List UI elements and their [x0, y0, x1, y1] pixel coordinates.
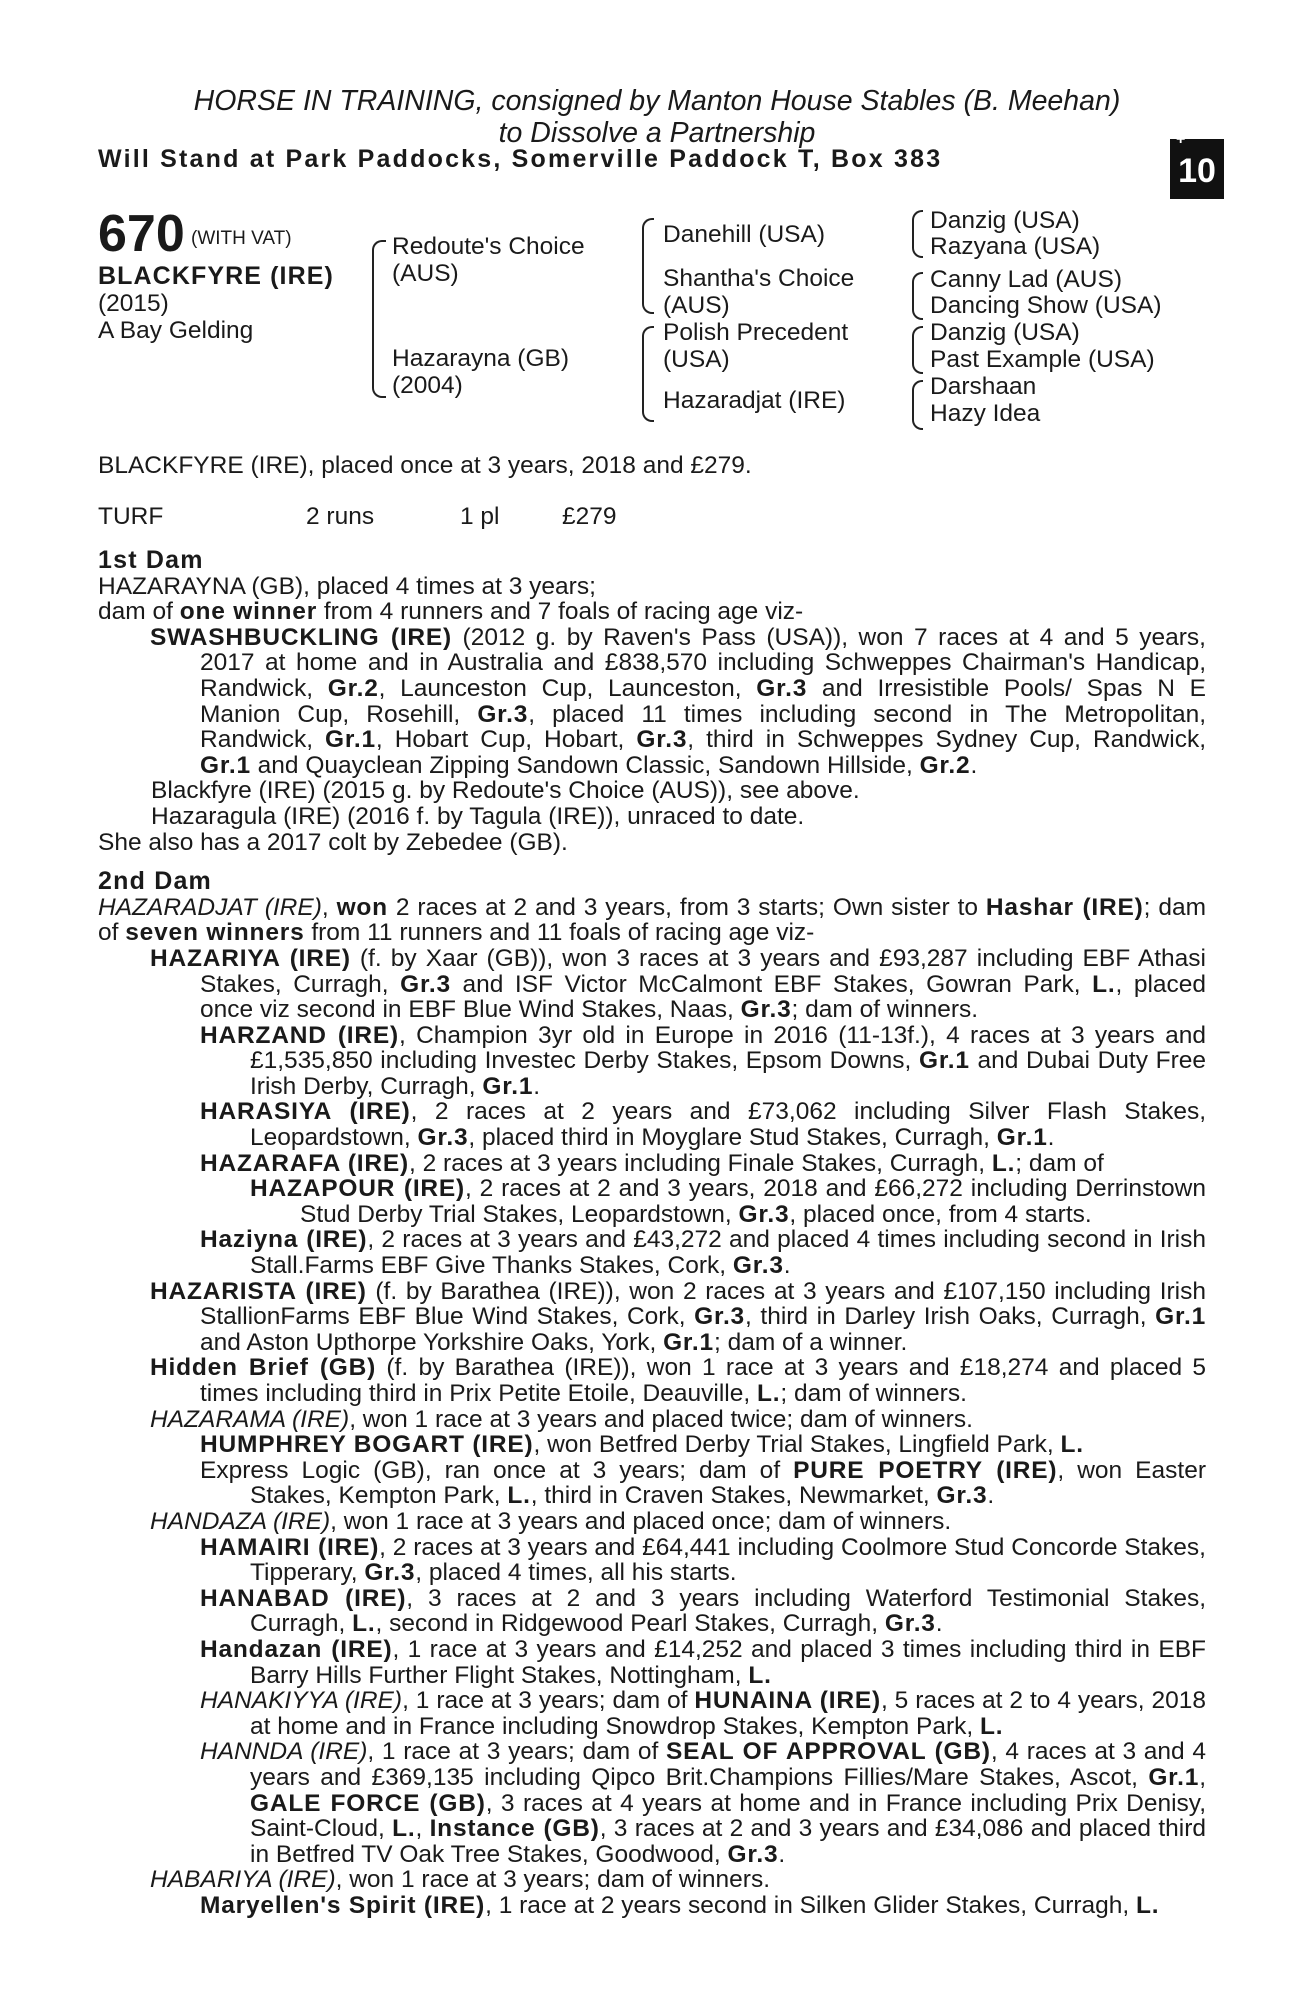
consignor-subline: to Dissolve a Partnership [498, 117, 816, 149]
progeny-entry: Maryellen's Spirit (IRE), 1 race at 2 years second in Silken Glider Stakes, Curragh, L. [200, 1891, 1160, 1919]
second-dam-heading: 2nd Dam [98, 867, 212, 896]
pedigree-brace [912, 210, 923, 258]
lot-number: 670 [98, 205, 185, 263]
grandsire-6: Past Example (USA) [930, 346, 1155, 373]
race-summary: BLACKFYRE (IRE), placed once at 3 years, 2018 and £279. [98, 452, 752, 479]
dam-year: (2004) [392, 372, 463, 399]
progeny-entry: HANNDA (IRE), 1 race at 3 years; dam of SEAL OF APPROVAL (GB), 4 races at 3 and 4 years and £369,135 including Qipco Brit.Champions Fillies/Mare Stakes, Ascot, Gr.1, GALE FORCE (GB), 3 races at 4 years at home and in France including Prix Denisy, Saint-Cloud, L., Instance (GB), 3 races at 2 and 3 years and £34,086 and placed third in Betfred TV Oak Tree Stakes, Goodwood, Gr.3. [200, 1738, 1207, 1868]
grandsire-1: Danzig (USA) [930, 207, 1080, 234]
first-dam-heading: 1st Dam [98, 546, 204, 574]
record-earnings: £279 [562, 503, 617, 530]
grandsire-4: Dancing Show (USA) [930, 292, 1162, 319]
record-placed: 1 pl [460, 503, 500, 530]
progeny-entry: HAMAIRI (IRE), 2 races at 3 years and £64,441 including Coolmore Stud Concorde Stakes, Tipperary, Gr.3, placed 4 times, all his starts. [200, 1533, 1206, 1587]
pedigree-brace [372, 240, 386, 398]
first-dam-note: She also has a 2017 colt by Zebedee (GB). [98, 828, 568, 856]
progeny-entry: HAZARISTA (IRE) (f. by Barathea (IRE)), won 2 races at 3 years and £107,150 including Irish StallionFarms EBF Blue Wind Stakes, Cork, Gr.3, third in Darley Irish Oaks, Curragh, Gr.1 and Aston Upthorpe Yorkshire Oaks, York, Gr.1; dam of a winner. [150, 1277, 1206, 1356]
vat-badge: + 10 [1170, 139, 1224, 199]
progeny-entry: Handazan (IRE), 1 race at 3 years and £14,252 and placed 3 times including third in EBF Barry Hills Further Flight Stakes, Nottingham, L. [200, 1635, 1207, 1689]
vat-note: (WITH VAT) [191, 228, 292, 249]
grandsire-5: Danzig (USA) [930, 319, 1080, 346]
progeny-entry: HUMPHREY BOGART (IRE), won Betfred Derby Trial Stakes, Lingfield Park, L. [200, 1431, 1084, 1459]
progeny-entry: HABARIYA (IRE), won 1 race at 3 years; dam of winners. [150, 1866, 771, 1894]
consignor-line: HORSE IN TRAINING, consigned by Manton House Stables (B. Meehan) [193, 85, 1121, 117]
horse-name: BLACKFYRE (IRE) [98, 262, 334, 290]
sire-dam: Shantha's Choice [663, 265, 855, 292]
grandsire-3: Canny Lad (AUS) [930, 266, 1123, 293]
grandsire-7: Darshaan [930, 373, 1037, 400]
dam-sire: Polish Precedent [663, 319, 849, 346]
grandsire-8: Hazy Idea [930, 400, 1041, 427]
foaling-year: (2015) [98, 290, 169, 317]
pedigree-brace [912, 272, 923, 320]
pedigree-brace [642, 326, 654, 422]
dam-dam: Hazaradjat (IRE) [663, 387, 846, 414]
sire: Redoute's Choice [392, 233, 585, 260]
grandsire-2: Razyana (USA) [930, 233, 1101, 260]
first-dam-entry: HAZARAYNA (GB), placed 4 times at 3 years; dam of one winner from 4 runners and 7 foals of racing age viz- [98, 572, 804, 626]
progeny-entry: HAZARIYA (IRE) (f. by Xaar (GB)), won 3 races at 3 years and £93,287 including EBF Athasi Stakes, Curragh, Gr.3 and ISF Victor McCalmont EBF Stakes, Gowran Park, L., placed once viz second in EBF Blue Wind Stakes, Naas, Gr.3; dam of winners. [150, 944, 1207, 1024]
second-dam-entry: HAZARADJAT (IRE), won 2 races at 2 and 3 years, from 3 starts; Own sister to Hashar (IRE); dam of seven winners from 11 runners and 11 foals of racing age viz- [98, 893, 1206, 947]
progeny-entry: HANAKIYYA (IRE), 1 race at 3 years; dam of HUNAINA (IRE), 5 races at 2 to 4 years, 2018 at home and in France including Snowdrop Stakes, Kempton Park, L. [200, 1687, 1207, 1740]
record-runs: 2 runs [306, 503, 375, 530]
progeny-entry: HARZAND (IRE), Champion 3yr old in Europe in 2016 (11-13f.), 4 races at 3 years and £1,535,850 including Investec Derby Stakes, Epsom Downs, Gr.1 and Dubai Duty Free Irish Derby, Curragh, Gr.1. [200, 1021, 1206, 1100]
progeny-entry: HANDAZA (IRE), won 1 race at 3 years and placed once; dam of winners. [150, 1507, 952, 1535]
dam: Hazarayna (GB) [392, 345, 570, 372]
progeny-entry: HAZARAFA (IRE), 2 races at 3 years including Finale Stakes, Curragh, L.; dam of [200, 1149, 1104, 1177]
pedigree-brace [912, 380, 923, 430]
sire-origin: (AUS) [392, 260, 459, 287]
progeny-entry: Express Logic (GB), ran once at 3 years; dam of PURE POETRY (IRE), won Easter Stakes, Kempton Park, L., third in Craven Stakes, Newmarket, Gr.3. [200, 1456, 1206, 1510]
progeny-entry: SWASHBUCKLING (IRE) (2012 g. by Raven's Pass (USA)), won 7 races at 4 and 5 years, 2017 at home and in Australia and £838,570 including Schweppes Chairman's Handicap, Randwick, Gr.2, Launceston Cup, Launceston, Gr.3 and Irresistible Pools/ Spas N E Manion Cup, Rosehill, Gr.3, placed 11 times including second in The Metropolitan, Randwick, Gr.1, Hobart Cup, Hobart, Gr.3, third in Schweppes Sydney Cup, Randwick, Gr.1 and Quayclean Zipping Sandown Classic, Sandown Hillside, Gr.2. [150, 623, 1207, 779]
sire-dam-origin: (AUS) [663, 292, 730, 319]
record-surface: TURF [98, 503, 164, 530]
progeny-entry: Hidden Brief (GB) (f. by Barathea (IRE)), won 1 race at 3 years and £18,274 and placed 5 times including third in Prix Petite Etoile, Deauville, L.; dam of winners. [150, 1354, 1206, 1407]
progeny-entry: HARASIYA (IRE), 2 races at 2 years and £73,062 including Silver Flash Stakes, Leopardstown, Gr.3, placed third in Moyglare Stud Stakes, Curragh, Gr.1. [200, 1098, 1206, 1152]
progeny-entry: HANABAD (IRE), 3 races at 2 and 3 years including Waterford Testimonial Stakes, Curragh, L., second in Ridgewood Pearl Stakes, Curragh, Gr.3. [200, 1584, 1207, 1638]
progeny-entry: Blackfyre (IRE) (2015 g. by Redoute's Choice (AUS)), see above. [151, 777, 860, 805]
progeny-entry: Hazaragula (IRE) (2016 f. by Tagula (IRE)), unraced to date. [151, 802, 805, 830]
produce-record [98, 548, 1206, 1918]
pedigree-brace [912, 326, 923, 374]
horse-description: A Bay Gelding [98, 317, 254, 344]
badge-plus-icon: + [1176, 131, 1186, 148]
pedigree-brace [642, 218, 654, 314]
stand-location: Will Stand at Park Paddocks, Somerville Paddock T, Box 383 [98, 145, 943, 173]
progeny-entry: HAZARAMA (IRE), won 1 race at 3 years and placed twice; dam of winners. [150, 1405, 973, 1433]
progeny-entry: Haziyna (IRE), 2 races at 3 years and £43,272 and placed 4 times including second in Irish Stall.Farms EBF Give Thanks Stakes, Cork, Gr.3. [200, 1226, 1206, 1280]
dam-sire-origin: (USA) [663, 346, 730, 373]
progeny-entry: HAZAPOUR (IRE), 2 races at 2 and 3 years, 2018 and £66,272 including Derrinstown Stud Derby Trial Stakes, Leopardstown, Gr.3, placed once, from 4 starts. [250, 1175, 1206, 1228]
sire-sire: Danehill (USA) [663, 221, 826, 248]
